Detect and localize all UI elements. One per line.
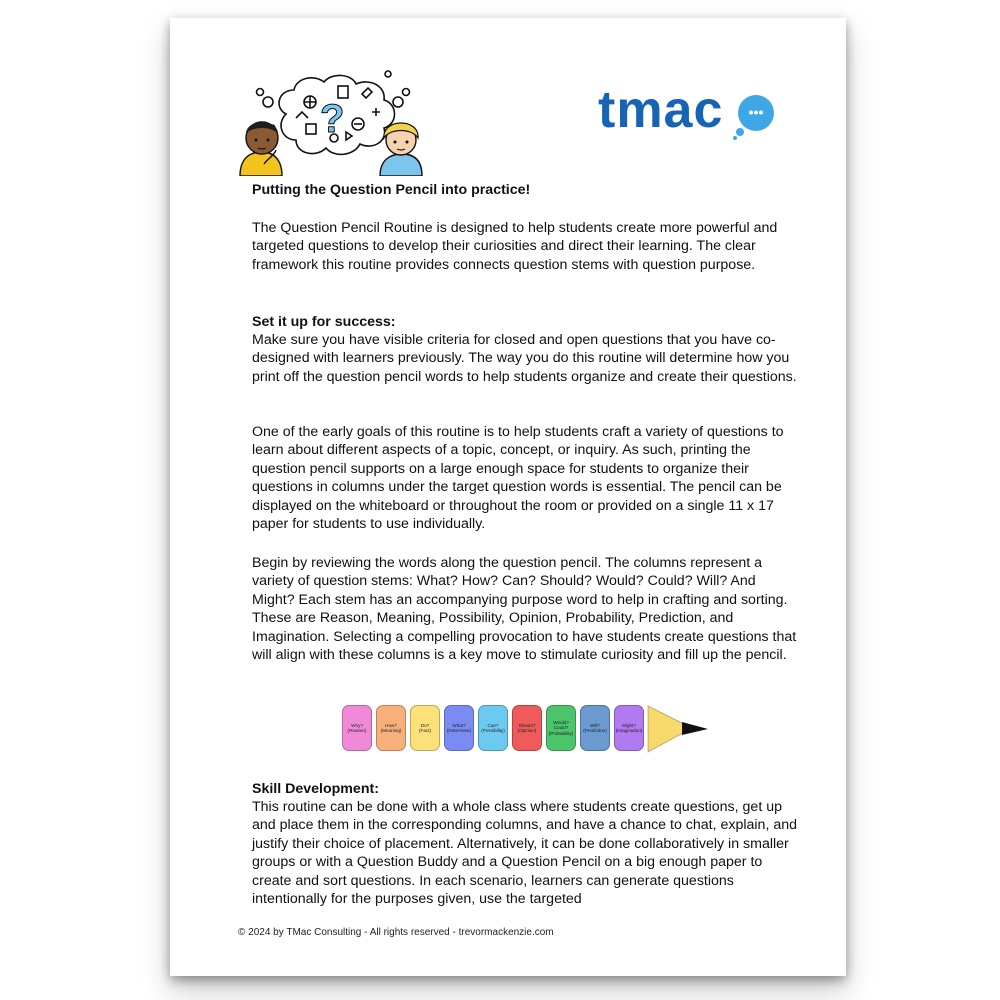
pencil-tip-icon <box>646 704 716 754</box>
footer-copyright: © 2024 by TMac Consulting - All rights reserved - trevormackenzie.com <box>238 927 554 938</box>
pencil-segment-will: Will? (Prediction) <box>580 705 610 751</box>
setup-paragraph-3: Begin by reviewing the words along the question pencil. The columns represent a variety of question stems: What? How? Can? Should? Would? Could? Will? And Might? Each stem has an accompanying purpose word to help in crafting and sorting. These are Reason, Meaning, Possibility, Opinion, Probability, Prediction, and Imagination. Selecting a compelling provocation to have students create questions that will align with these columns is a key move to stimulate curiosity and fill up the pencil. <box>252 555 797 664</box>
question-pencil <box>340 704 720 756</box>
thought-bubble-icon <box>263 97 273 107</box>
boy-avatar-icon <box>240 122 282 176</box>
pencil-segment-can: Can? (Possibility) <box>478 705 508 751</box>
pencil-segment-why: Why? (Reason) <box>342 705 372 751</box>
pencil-segment-should: Should? (Opinion) <box>512 705 542 751</box>
pencil-segment-how: How? (Meaning) <box>376 705 406 751</box>
setup-paragraph-1: Make sure you have visible criteria for closed and open questions that you have co-designed with learners previously. The way you do this routine will determine how you print off the question pencil words to help students organize and create their questions. <box>252 332 797 385</box>
page-title: Putting the Question Pencil into practice! <box>252 182 531 198</box>
speech-bubble-icon <box>732 94 780 140</box>
pencil-segment-what: What? (Determine) <box>444 705 474 751</box>
setup-heading: Set it up for success: <box>252 314 396 330</box>
tmac-logo: tmac <box>598 81 724 139</box>
setup-paragraph-2: One of the early goals of this routine is to help students craft a variety of questions to learn about different aspects of a topic, concept, or inquiry. As such, printing the question pencil supports on a large enough space for students to organize their questions in columns under the target question words is essential. The pencil can be displayed on the whiteboard or throughout the room or provided on a single 11 x 17 paper for students to use individually. <box>252 424 784 533</box>
question-mark-icon: ? <box>320 97 345 141</box>
skill-paragraph: This routine can be done with a whole class where students create questions, get up and place them in the corresponding columns, and have a chance to chat, explain, and justify their choice of placement. Alternatively, it can be done collaboratively in smaller groups or with a Question Buddy and a Question Pencil on a big enough paper to create and sort questions. In each scenario, learners can generate questions intentionally for the purposes given, use the targeted <box>252 799 797 908</box>
intro-paragraph: The Question Pencil Routine is designed to help students create more powerful and targeted questions to develop their curiosities and direct their learning. The clear framework this routine provides connects question stems with question purpose. <box>252 220 778 273</box>
svg-text:•••: ••• <box>748 104 764 120</box>
thinking-kids-illustration <box>238 68 424 176</box>
pencil-segment-might: Might? (Imagination) <box>614 705 644 751</box>
skill-heading: Skill Development: <box>252 781 379 797</box>
girl-avatar-icon <box>380 123 422 176</box>
pencil-segment-would-could: Would? Could? (Probability) <box>546 705 576 751</box>
pencil-segment-do: Do? (Fact) <box>410 705 440 751</box>
